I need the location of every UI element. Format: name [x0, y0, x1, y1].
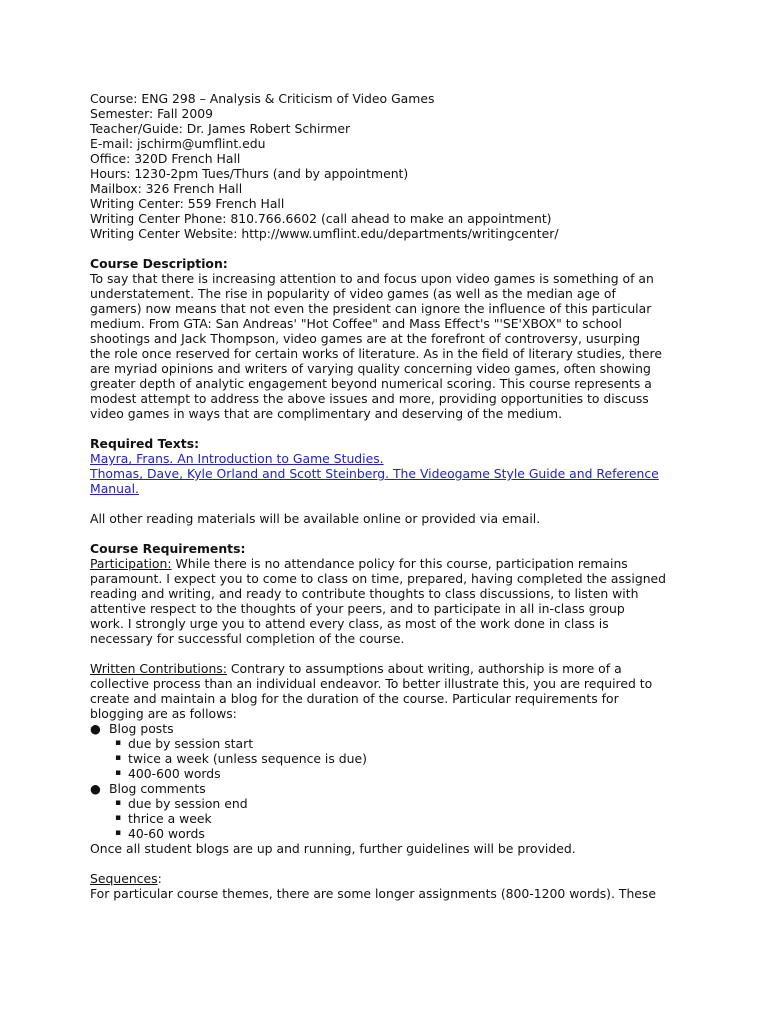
- office-line: Office: 320D French Hall: [90, 151, 241, 166]
- bullet-icon: ●: [90, 721, 101, 736]
- paragraph-line: reading and writing, and ready to contribute thoughts to class discussions, to listen with: [90, 586, 639, 601]
- written-contributions-paragraph: [90, 661, 690, 856]
- paragraph-line: To say that there is increasing attention to and focus upon video games is something of an: [90, 271, 654, 286]
- list-item: [90, 781, 690, 796]
- sub-list-text: 400-600 words: [128, 766, 221, 781]
- sub-list-item: [90, 766, 690, 781]
- writing-center-line: Writing Center: 559 French Hall: [90, 196, 285, 211]
- paragraph-line: are myriad opinions and writers of varying quality concerning video games, often showing: [90, 361, 651, 376]
- course-description-section: [90, 256, 690, 421]
- section-heading: Course Requirements:: [90, 541, 246, 556]
- paragraph-line: Contrary to assumptions about writing, authorship is more of a: [226, 661, 622, 676]
- bullet-icon: ●: [90, 781, 101, 796]
- list-item: [90, 721, 690, 736]
- participation-paragraph: [90, 556, 690, 646]
- sub-list-text: 40-60 words: [128, 826, 205, 841]
- sequences-paragraph: [90, 871, 690, 901]
- paragraph-line: paramount. I expect you to come to class on time, prepared, having completed the assigned: [90, 571, 667, 586]
- required-texts-section: [90, 436, 690, 526]
- participation-label: Participation:: [90, 556, 172, 571]
- paragraph-line: the role once reserved for certain works of literature. As in the field of literary studies, there: [90, 346, 662, 361]
- sequences-label: Sequences: [90, 871, 158, 886]
- mailbox-line: Mailbox: 326 French Hall: [90, 181, 243, 196]
- paragraph-line: understatement. The rise in popularity of video games (as well as the median age of: [90, 286, 616, 301]
- sub-bullet-icon: ▪: [115, 768, 122, 778]
- sub-list-text: due by session end: [128, 796, 248, 811]
- paragraph-line: create and maintain a blog for the duration of the course. Particular requirements for: [90, 691, 619, 706]
- paragraph-line: shootings and Jack Thompson, video games are at the forefront of controversy, usurping: [90, 331, 641, 346]
- sub-bullet-icon: ▪: [115, 798, 122, 808]
- course-requirements-section: [90, 541, 690, 901]
- sub-list-item: [90, 736, 690, 751]
- paragraph-line: While there is no attendance policy for this course, participation remains: [171, 556, 628, 571]
- label-colon: :: [157, 871, 162, 886]
- paragraph-line: blogging are as follows:: [90, 706, 237, 721]
- writing-center-phone-line: Writing Center Phone: 810.766.6602 (call ahead to make an appointment): [90, 211, 552, 226]
- sub-list-text: thrice a week: [128, 811, 212, 826]
- semester-line: Semester: Fall 2009: [90, 106, 214, 121]
- paragraph-line: attentive respect to the thoughts of your peers, and to participate in all in-class group: [90, 601, 625, 616]
- paragraph-line: collective process than an individual endeavor. To better illustrate this, you are required to: [90, 676, 653, 691]
- course-title-line: Course: ENG 298 – Analysis & Criticism of Video Games: [90, 91, 435, 106]
- written-contributions-label: Written Contributions:: [90, 661, 227, 676]
- section-heading: Course Description:: [90, 256, 228, 271]
- blog-posts-label: Blog posts: [109, 721, 174, 736]
- sub-list-item: [90, 811, 690, 826]
- text-link-videogame-style-guide[interactable]: Thomas, Dave, Kyle Orland and Scott Steinberg. The Videogame Style Guide and Reference: [90, 466, 659, 481]
- text-link-videogame-style-guide-cont[interactable]: Manual.: [90, 481, 139, 496]
- sub-list-text: due by session start: [128, 736, 254, 751]
- paragraph-line: video games in ways that are complimentary and deserving of the medium.: [90, 406, 563, 421]
- paragraph-line: For particular course themes, there are some longer assignments (800-1200 words). These: [90, 886, 656, 901]
- sub-bullet-icon: ▪: [115, 738, 122, 748]
- writing-center-website-line: Writing Center Website: http://www.umflint.edu/departments/writingcenter/: [90, 226, 559, 241]
- blog-comments-label: Blog comments: [109, 781, 206, 796]
- sub-bullet-icon: ▪: [115, 813, 122, 823]
- sub-bullet-icon: ▪: [115, 753, 122, 763]
- paragraph-line: Once all student blogs are up and running, further guidelines will be provided.: [90, 841, 576, 856]
- paragraph-line: medium. From GTA: San Andreas' "Hot Coffee" and Mass Effect's "'SE'XBOX" to school: [90, 316, 622, 331]
- reading-materials-note: All other reading materials will be available online or provided via email.: [90, 511, 541, 526]
- course-info: [90, 91, 690, 241]
- paragraph-line: gamers) now means that not even the president can ignore the influence of this particular: [90, 301, 652, 316]
- section-heading: Required Texts:: [90, 436, 200, 451]
- email-line: E-mail: jschirm@umflint.edu: [90, 136, 266, 151]
- sub-list-text: twice a week (unless sequence is due): [128, 751, 367, 766]
- paragraph-line: modest attempt to address the above issues and more, providing opportunities to discuss: [90, 391, 649, 406]
- teacher-line: Teacher/Guide: Dr. James Robert Schirmer: [90, 121, 351, 136]
- hours-line: Hours: 1230-2pm Tues/Thurs (and by appointment): [90, 166, 409, 181]
- sub-list-item: [90, 826, 690, 841]
- sub-bullet-icon: ▪: [115, 828, 122, 838]
- sub-list-item: [90, 751, 690, 766]
- sub-list-item: [90, 796, 690, 811]
- text-link-mayra[interactable]: Mayra, Frans. An Introduction to Game Studies.: [90, 451, 384, 466]
- syllabus-body: [90, 91, 690, 901]
- paragraph-line: work. I strongly urge you to attend every class, as most of the work done in class is: [90, 616, 609, 631]
- paragraph-line: greater depth of analytic engagement beyond numerical scoring. This course represents a: [90, 376, 652, 391]
- paragraph-line: necessary for successful completion of the course.: [90, 631, 405, 646]
